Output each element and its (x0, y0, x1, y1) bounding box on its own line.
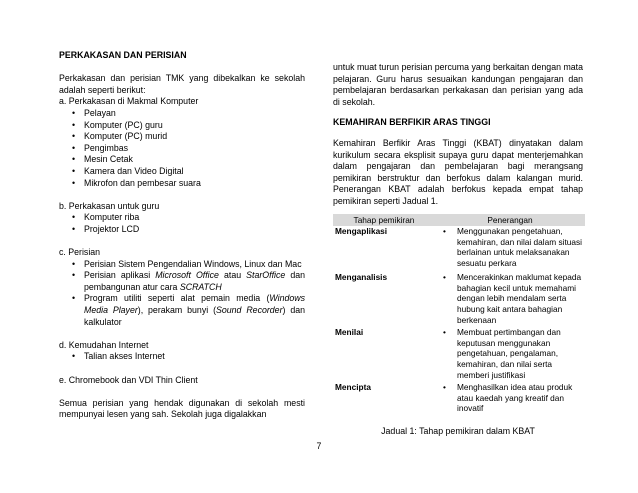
level-cell: Mengaplikasi (335, 226, 388, 237)
table-caption: Jadual 1: Tahap pemikiran dalam KBAT (381, 426, 535, 437)
list-item (59, 293, 305, 328)
table-header-description: Penerangan (435, 214, 585, 227)
text-run: ) dan kalkulator (84, 305, 306, 327)
list-b (59, 212, 305, 235)
text-run: StarOffice (246, 270, 286, 281)
level-cell: Menilai (335, 327, 364, 338)
text-run: Sound Recorder (216, 305, 283, 316)
section-heading-hardware-software: PERKAKASAN DAN PERISIAN (59, 50, 187, 60)
list-b-label: b. Perkakasan untuk guru (59, 200, 160, 211)
kbat-paragraph: Kemahiran Berfikir Aras Tinggi (KBAT) dinyatakan dalam kurikulum secara eksplisit supaya guru dapat menterjemahkan dalam pengajaran dan pembelajaran bagi merangsang pemikiran berstruktur dan berfokus dalam kalangan murid. Penerangan KBAT adalah berfokus kepada empat tahap pemikiran seperti Jadual 1. (333, 137, 583, 206)
page-number: 7 (316, 441, 322, 451)
list-item (59, 270, 305, 293)
item-e-label: e. Chromebook dan VDI Thin Client (59, 374, 198, 385)
text-run: atau (218, 270, 247, 281)
continuation-paragraph: untuk muat turun perisian percuma yang berkaitan dengan mata pelajaran. Guru harus sesuaikan kandungan pengajaran dan pembelajaran berdasarkan perkakasan dan perisian yang ada di sekolah. (333, 62, 583, 107)
table-row (333, 226, 585, 272)
text-run: dan pembangunan atur cara (84, 270, 305, 292)
text-run: Program utiliti seperti alat pemain media ( (84, 293, 270, 304)
list-a-label: a. Perkakasan di Makmal Komputer (59, 96, 199, 107)
list-item: • Komputer (PC) guru (59, 120, 305, 132)
list-item: • Komputer (PC) murid (59, 131, 305, 143)
description-cell: • Mencerakinkan maklumat kepada bahagian kecil untuk memahami dengan lebih mendalam serta hubung kait antara bahagian berkenaan (435, 272, 585, 327)
level-cell: Mencipta (335, 382, 371, 393)
text-run: Perisian aplikasi (84, 270, 156, 281)
list-item: • Komputer riba (59, 212, 305, 224)
table-row (333, 272, 585, 327)
list-c (59, 259, 305, 329)
left-column (59, 50, 305, 421)
list-item: • Mesin Cetak (59, 154, 305, 166)
intro-paragraph: Perkakasan dan perisian TMK yang dibekalkan ke sekolah adalah seperti berikut: (59, 73, 305, 95)
list-item: • Perisian Sistem Pengendalian Windows, Linux dan Mac (59, 259, 305, 271)
table-row (333, 327, 585, 382)
table-header-level: Tahap pemikiran (333, 214, 435, 227)
closing-paragraph: Semua perisian yang hendak digunakan di sekolah mesti mempunyai lesen yang sah. Sekolah juga digalakkan (59, 397, 305, 420)
text-run: Microsoft Office (155, 270, 219, 281)
list-item: • Projektor LCD (59, 224, 305, 236)
list-item: • Kamera dan Video Digital (59, 166, 305, 178)
text-run: SCRATCH (179, 281, 222, 292)
list-c-label: c. Perisian (59, 247, 101, 258)
list-item: • Pelayan (59, 108, 305, 120)
text-run: Windows Media Player (84, 293, 305, 316)
list-a (59, 108, 305, 189)
table-header-row (333, 214, 585, 227)
description-cell: • Membuat pertimbangan dan keputusan menggunakan pengetahuan, pengalaman, kemahiran, dan nilai serta memberi justifikasi (435, 327, 585, 382)
description-cell: • Menghasilkan idea atau produk atau kaedah yang kreatif dan inovatif (435, 382, 585, 416)
list-d-label: d. Kemudahan Internet (59, 339, 149, 350)
level-cell: Menganalisis (335, 272, 388, 283)
table-row (333, 382, 585, 416)
list-item: • Talian akses Internet (59, 351, 305, 363)
text-run: ), perakam bunyi ( (137, 305, 216, 316)
list-d (59, 351, 305, 363)
list-item: • Pengimbas (59, 143, 305, 155)
kbat-table (333, 214, 585, 417)
right-column (333, 62, 583, 447)
list-item: • Mikrofon dan pembesar suara (59, 178, 305, 190)
section-heading-kbat: KEMAHIRAN BERFIKIR ARAS TINGGI (333, 117, 491, 128)
description-cell: • Menggunakan pengetahuan, kemahiran, dan nilai dalam situasi berlainan untuk melaksanakan sesuatu perkara (435, 226, 585, 272)
